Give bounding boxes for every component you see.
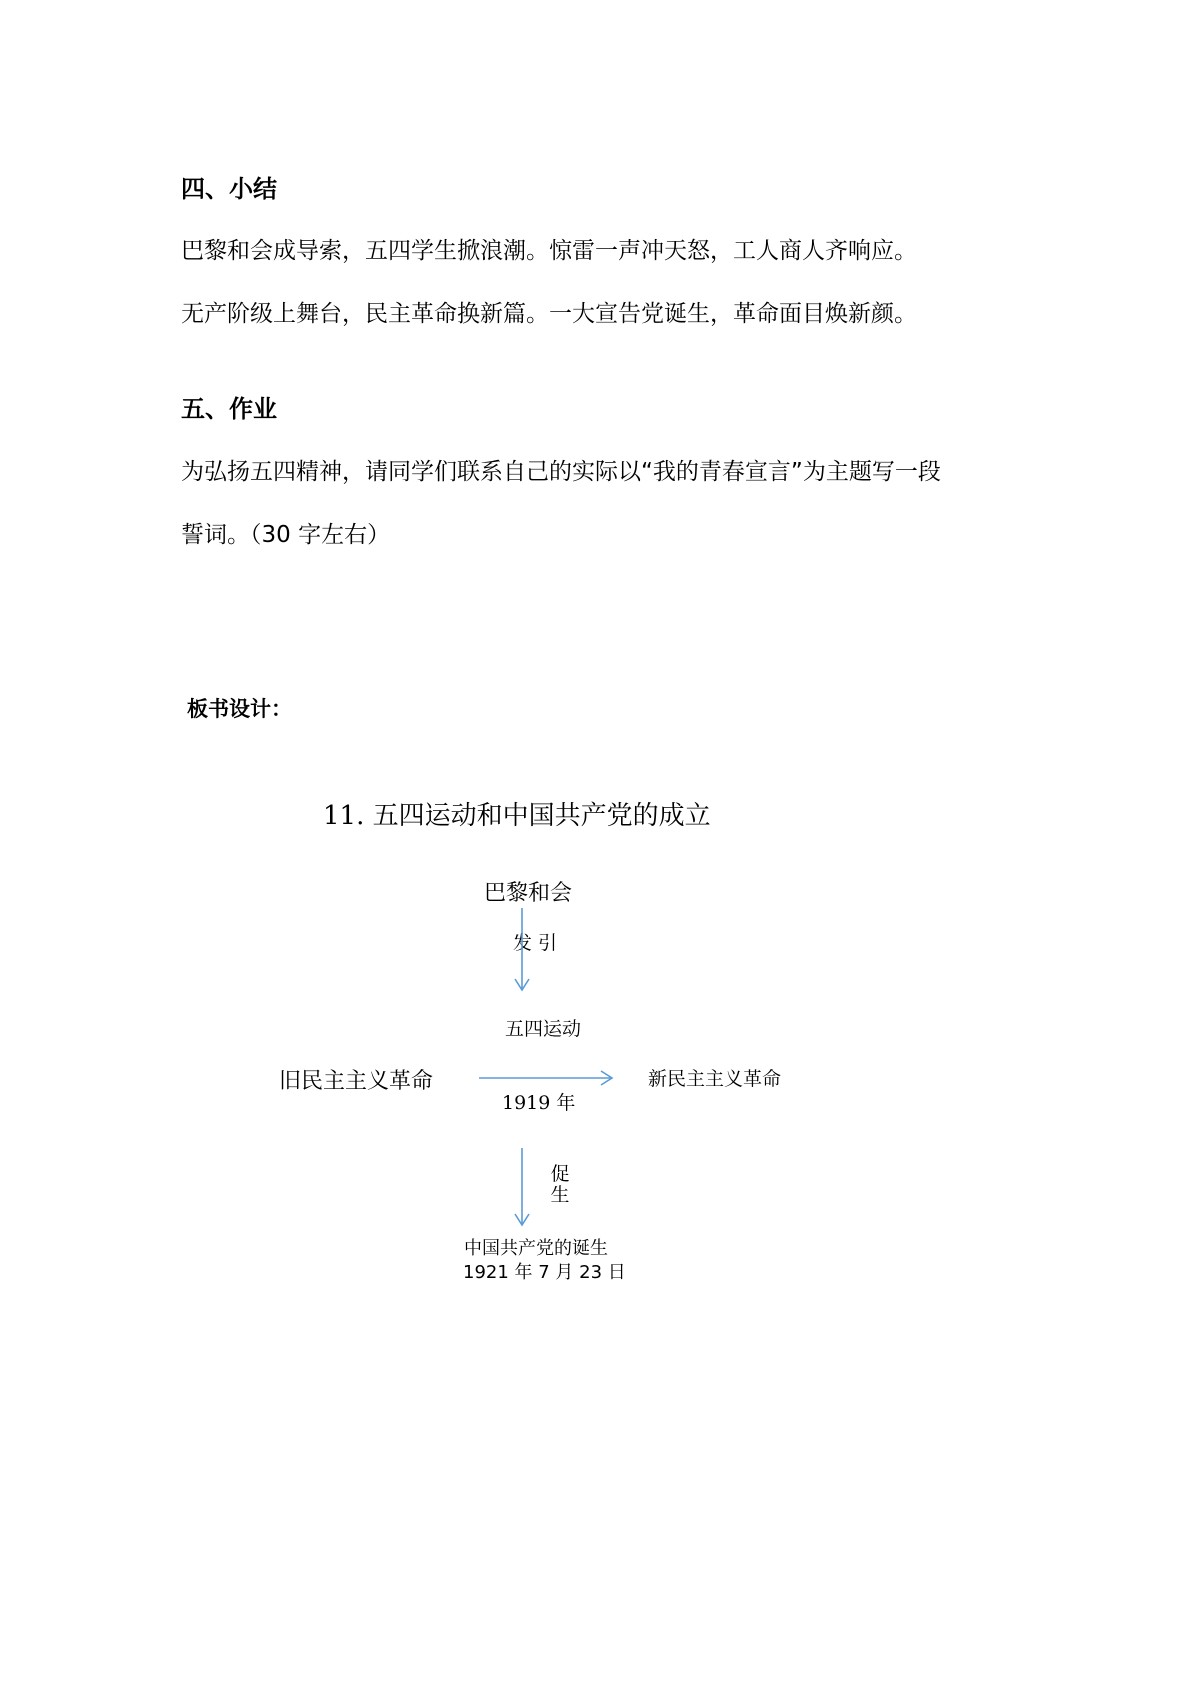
homework-line-2: 誓词。（30 字左右） [181,522,391,548]
board-title: 11. 五四运动和中国共产党的成立 [323,801,711,831]
board-old-democratic-revolution: 旧民主主义革命 [279,1069,434,1094]
board-may-fourth-movement: 五四运动 [505,1018,582,1040]
board-party-birth: 中国共产党的诞生 [464,1238,608,1259]
summary-line-1: 巴黎和会成导索，五四学生掀浪潮。惊雷一声冲天怒，工人商人齐响应。 [181,238,917,264]
board-date-1921: 1921 年 7 月 23 日 [463,1262,626,1283]
board-design-label: 板书设计： [187,697,292,721]
board-year-1919: 1919 年 [502,1092,576,1114]
board-new-democratic-revolution: 新民主主义革命 [648,1068,782,1090]
arrow-right-old-to-new [479,1071,612,1085]
board-trigger-label: 发 引 [513,932,558,954]
homework-heading: 五、作业 [181,395,277,423]
board-promote-label: 促生 [550,1163,570,1206]
summary-heading: 四、小结 [181,175,277,203]
arrow-down-to-party-birth [515,1148,529,1225]
arrow-down-paris-to-may-fourth [515,908,529,990]
summary-line-2: 无产阶级上舞台，民主革命换新篇。一大宣告党诞生，革命面目焕新颜。 [181,301,917,327]
board-paris-peace-conference: 巴黎和会 [484,881,573,906]
homework-line-1: 为弘扬五四精神，请同学们联系自己的实际以“我的青春宣言”为主题写一段 [181,459,941,485]
